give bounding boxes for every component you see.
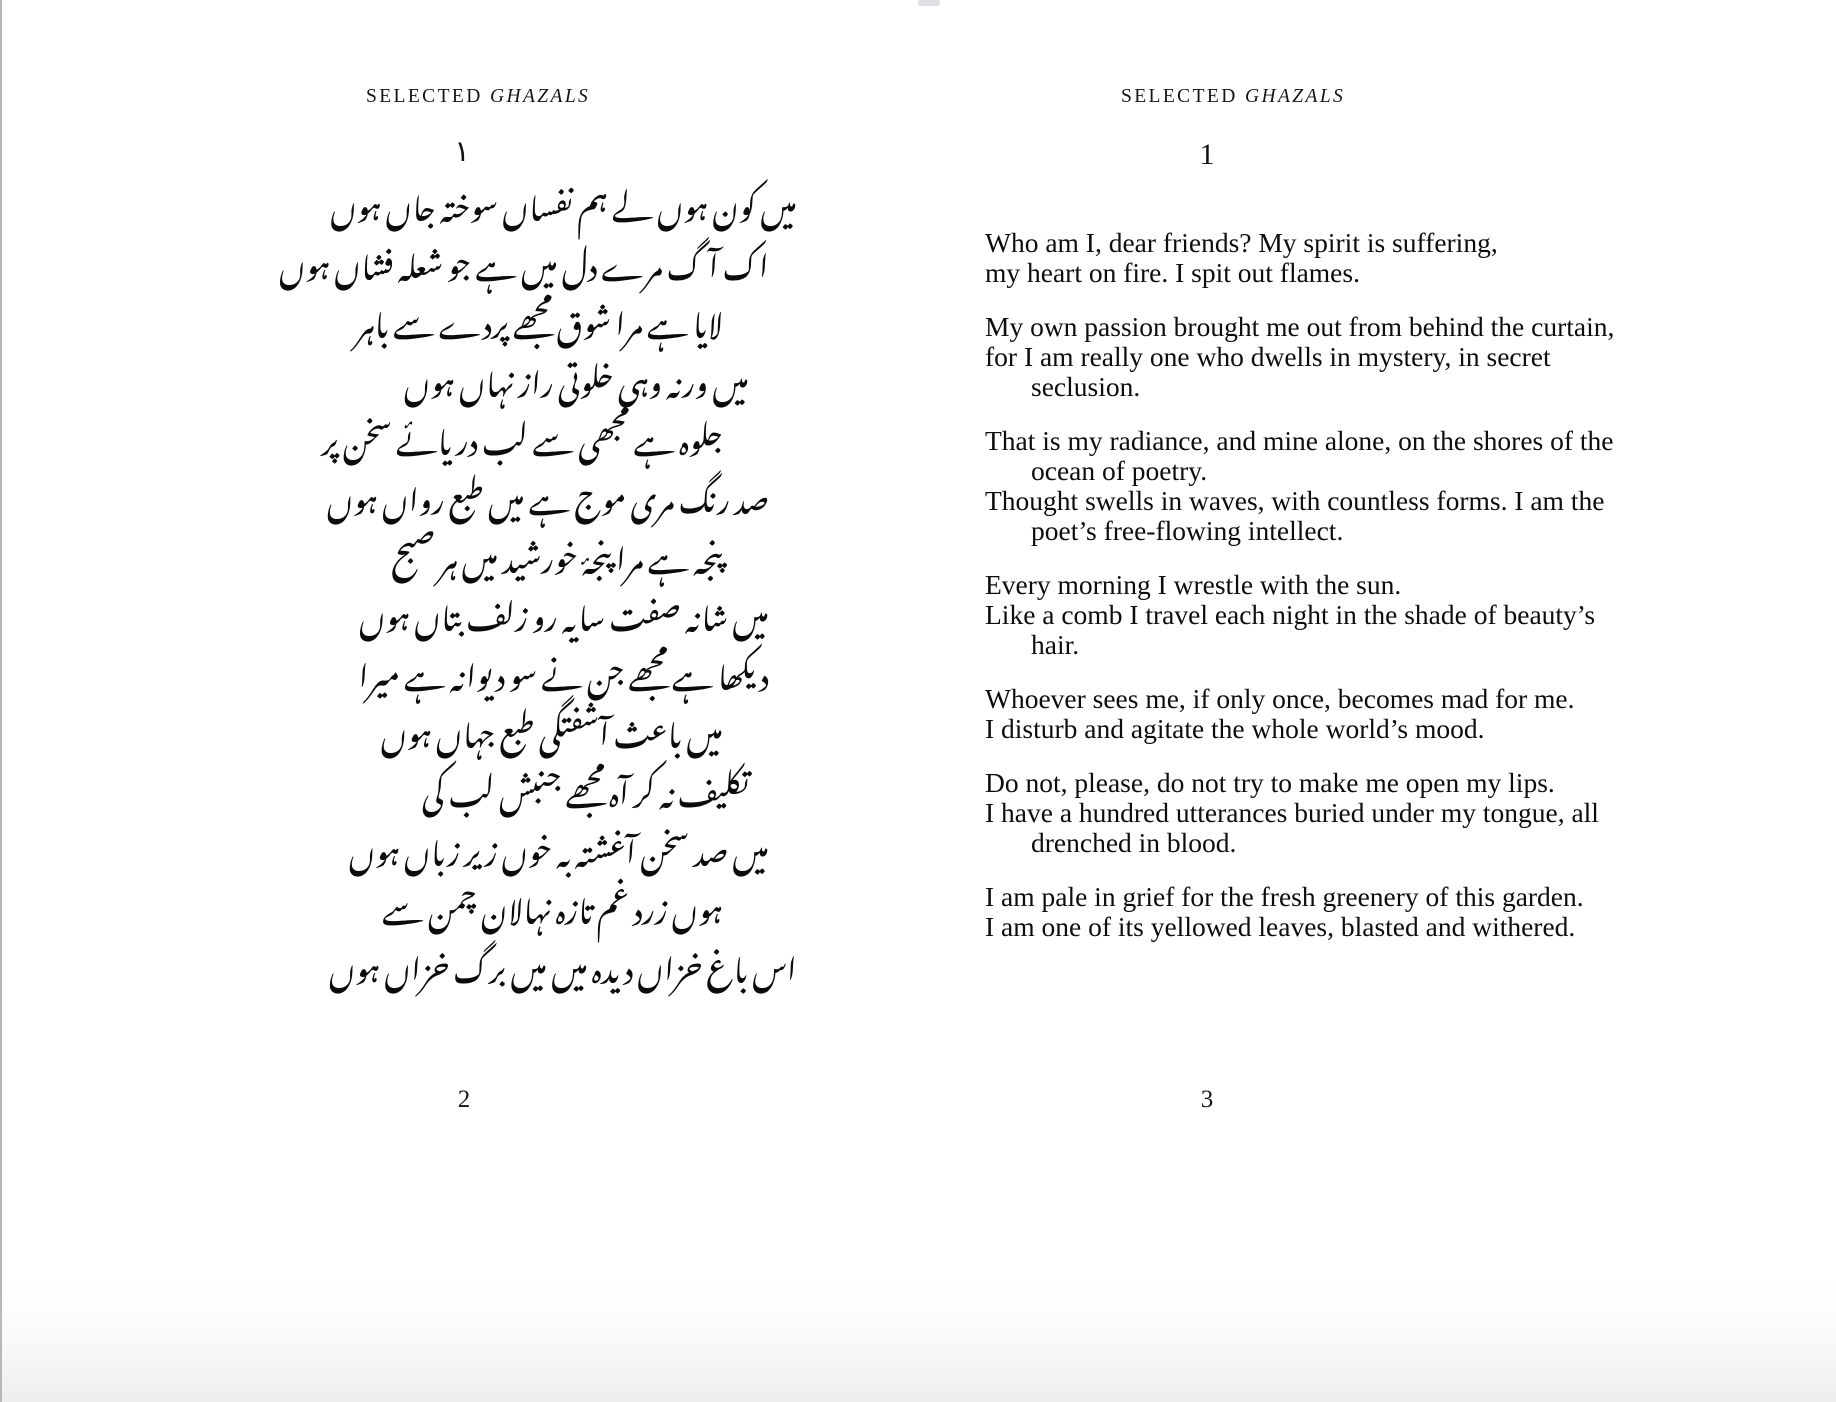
urdu-verse-line: دیکھا ہے مجھے جن نے سو دیوانہ ہے میرا — [358, 631, 769, 709]
urdu-verse-line: اس باغ خزاں دیدہ میں میں برگ خزاں ہوں — [329, 924, 797, 1002]
english-verse-line: Who am I, dear friends? My spirit is suffering, — [985, 227, 1498, 258]
english-verse-line: Every morning I wrestle with the sun. — [985, 568, 1402, 600]
two-page-spread — [2, 0, 1836, 1402]
running-head-roman-right: SELECTED — [1121, 86, 1238, 107]
english-runover-line: seclusion. — [1031, 370, 1141, 402]
running-head-right — [1121, 86, 1345, 108]
poem-number-english: 1 — [1199, 138, 1215, 171]
english-verse-line: Like a comb I travel each night in the shade of beauty’s — [985, 598, 1596, 630]
english-verse-line: my heart on fire. I spit out flames. — [985, 256, 1360, 288]
english-runover-line: ocean of poetry. — [1031, 454, 1208, 486]
english-stanza — [985, 684, 1625, 744]
english-verse-line: for I am really one who dwells in mystery, in secret — [985, 340, 1551, 372]
folio-left: 2 — [457, 1086, 471, 1113]
poem-number-urdu: ۱ — [454, 134, 470, 168]
urdu-verse-line: میں شانہ صفت سایہ رو زلف بتاں ہوں — [359, 573, 769, 651]
running-head-left — [366, 86, 590, 108]
english-stanza — [985, 312, 1625, 401]
english-runover-line: drenched in blood. — [1031, 826, 1237, 858]
urdu-verse-block — [2, 163, 919, 1006]
urdu-verse-line: تکلیف نہ کر آہ مجھے جنبش لب کی — [421, 748, 749, 826]
english-stanza — [985, 426, 1625, 545]
english-verse-line: I am one of its yellowed leaves, blasted and withered. — [985, 910, 1576, 942]
urdu-verse-line: جلوہ ہے مجھی سے لب دریائے سخن پر — [321, 397, 723, 475]
english-stanza — [985, 882, 1625, 942]
english-stanza — [985, 570, 1625, 659]
running-head-italic-left: GHAZALS — [489, 86, 591, 107]
urdu-verse-line: میں صد سخن آغشتہ بہ خوں زیر زباں ہوں — [348, 807, 769, 885]
english-runover-line: poet’s free-flowing intellect. — [1031, 514, 1344, 546]
english-verse-line: That is my radiance, and mine alone, on the shores of the — [985, 425, 1614, 457]
english-verse-line: Whoever sees me, if only once, becomes mad for me. — [985, 682, 1575, 714]
left-page-urdu — [2, 0, 919, 1402]
english-stanza — [985, 768, 1625, 857]
english-stanza — [985, 228, 1625, 288]
running-head-italic-right: GHAZALS — [1244, 86, 1346, 107]
urdu-verse-line: اک آگ مرے دل میں ہے جو شعلہ فشاں ہوں — [279, 221, 769, 299]
urdu-verse-line: میں ورنہ وہی خلوتی راز نہاں ہوں — [403, 338, 749, 416]
english-runover-line: hair. — [1031, 628, 1080, 660]
english-verse-line: I disturb and agitate the whole world’s mood. — [985, 712, 1485, 744]
english-verse-line: My own passion brought me out from behind the curtain, — [985, 311, 1615, 343]
english-verse-block — [985, 228, 1625, 942]
running-head-roman-left: SELECTED — [366, 86, 483, 107]
urdu-verse-line: پنجہ ہے مرا پنجۂ خورشید میں ہر صبح — [391, 514, 723, 592]
right-page-english — [919, 0, 1836, 1402]
english-verse-line: Thought swells in waves, with countless forms. I am the — [985, 484, 1605, 516]
urdu-verse-line: ہوں زرد غم تازہ نہالان چمن سے — [382, 866, 723, 944]
english-verse-line: Do not, please, do not try to make me open my lips. — [985, 767, 1555, 799]
folio-right: 3 — [1200, 1086, 1214, 1113]
urdu-verse-line: میں کون ہوں لے ہم نفساں سوختہ جاں ہوں — [330, 163, 797, 240]
urdu-verse-line: میں باعث آشفتگی طبع جہاں ہوں — [380, 690, 723, 768]
urdu-verse-line: لایا ہے مرا شوق مجھے پردے سے باہر — [356, 280, 723, 358]
english-verse-line: I have a hundred utterances buried under my tongue, all — [985, 796, 1599, 828]
english-verse-line: I am pale in grief for the fresh greenery of this garden. — [985, 881, 1584, 913]
urdu-verse-line: صد رنگ مری موج ہے میں طبع رواں ہوں — [326, 455, 769, 533]
